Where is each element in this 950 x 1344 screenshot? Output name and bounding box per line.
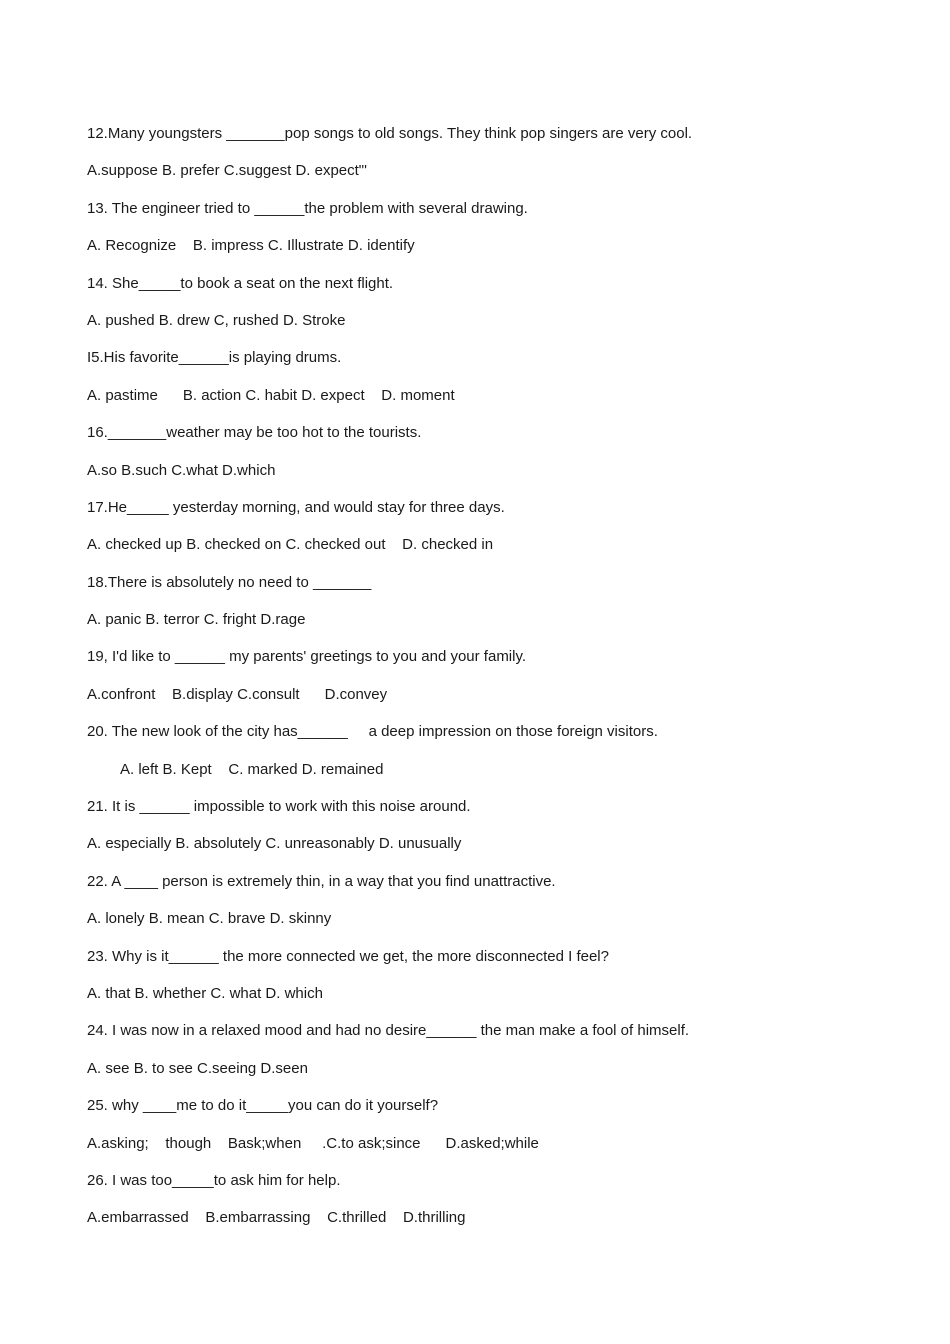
- options-18: A. panic B. terror C. fright D.rage: [87, 611, 306, 629]
- options-14: A. pushed B. drew C, rushed D. Stroke: [87, 311, 346, 329]
- options-15: A. pastime B. action C. habit D. expect D. moment: [87, 386, 455, 404]
- question-23: 23. Why is it______ the more connected we get, the more disconnected I feel?: [87, 947, 609, 965]
- question-21: 21. It is ______ impossible to work with this noise around.: [87, 798, 471, 816]
- question-list: [87, 122, 887, 1244]
- options-12: A.suppose B. prefer C.suggest D. expect"': [87, 162, 367, 180]
- options-16: A.so B.such C.what D.which: [87, 461, 276, 479]
- options-13: A. Recognize B. impress C. Illustrate D. identify: [87, 237, 415, 255]
- options-21: A. especially B. absolutely C. unreasonably D. unusually: [87, 835, 462, 853]
- options-17: A. checked up B. checked on C. checked out D. checked in: [87, 536, 494, 554]
- options-19: A.confront B.display C.consult D.convey: [87, 685, 388, 703]
- options-24: A. see B. to see C.seeing D.seen: [87, 1059, 308, 1077]
- options-26: A.embarrassed B.embarrassing C.thrilled D.thrilling: [87, 1209, 466, 1227]
- options-20: A. left B. Kept C. marked D. remained: [120, 760, 384, 778]
- question-13: 13. The engineer tried to ______the problem with several drawing.: [87, 199, 528, 217]
- question-24: 24. I was now in a relaxed mood and had no desire______ the man make a fool of himself.: [87, 1022, 690, 1040]
- question-22: 22. A ____ person is extremely thin, in a way that you find unattractive.: [87, 872, 556, 890]
- question-25: 25. why ____me to do it_____you can do it yourself?: [87, 1097, 439, 1115]
- question-16: 16._______weather may be too hot to the tourists.: [87, 424, 422, 442]
- question-26: 26. I was too_____to ask him for help.: [87, 1171, 341, 1189]
- options-25: A.asking; though Bask;when .C.to ask;since D.asked;while: [87, 1134, 539, 1152]
- question-15: I5.His favorite______is playing drums.: [87, 349, 342, 367]
- question-19: 19, I'd like to ______ my parents' greetings to you and your family.: [87, 648, 527, 666]
- question-20: 20. The new look of the city has______ a deep impression on those foreign visitors.: [87, 723, 658, 741]
- question-18: 18.There is absolutely no need to _______: [87, 573, 372, 591]
- question-12: 12.Many youngsters _______pop songs to old songs. They think pop singers are very cool.: [87, 125, 693, 142]
- question-17: 17.He_____ yesterday morning, and would stay for three days.: [87, 498, 505, 516]
- options-23: A. that B. whether C. what D. which: [87, 984, 323, 1002]
- question-14: 14. She_____to book a seat on the next flight.: [87, 274, 394, 292]
- options-22: A. lonely B. mean C. brave D. skinny: [87, 910, 332, 928]
